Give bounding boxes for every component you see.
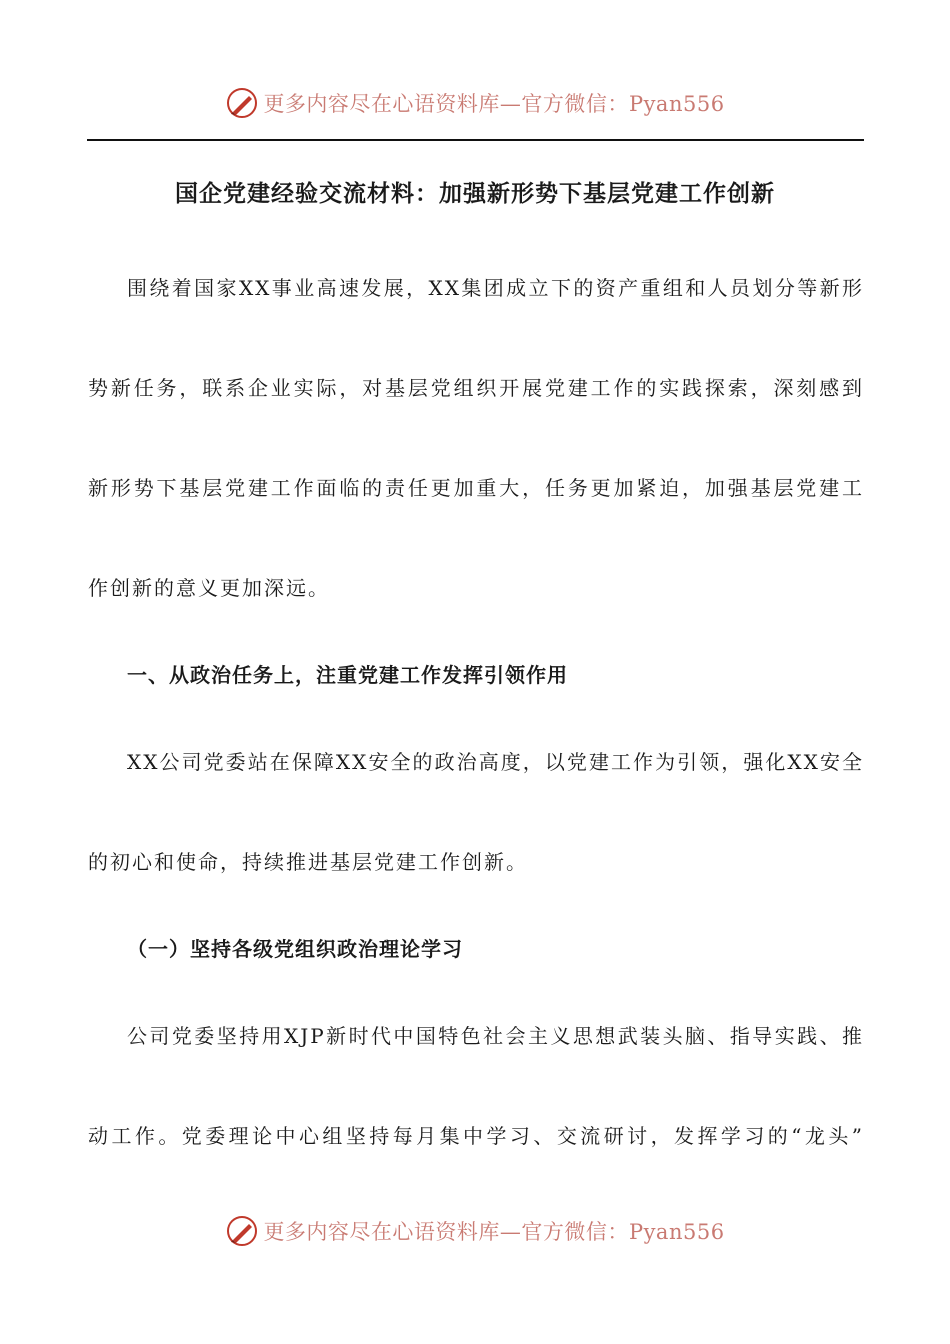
paragraph-line: XX公司党委站在保障XX安全的政治高度，以党建工作为引领，强化XX安全	[127, 750, 864, 774]
paragraph-line: 动工作。党委理论中心组坚持每月集中学习、交流研讨，发挥学习的“龙头”	[88, 1124, 864, 1148]
pen-logo-icon	[225, 86, 259, 120]
paragraph-line: 公司党委坚持用XJP新时代中国特色社会主义思想武装头脑、指导实践、推	[127, 1024, 864, 1048]
header-banner	[0, 83, 950, 123]
paragraph-line: 新形势下基层党建工作面临的责任更加重大，任务更加紧迫，加强基层党建工	[88, 476, 864, 500]
subsection-heading: （一）坚持各级党组织政治理论学习	[127, 937, 463, 961]
banner-text: 更多内容尽在心语资料库—官方微信：Pyan556	[263, 92, 725, 116]
header-rule	[87, 139, 864, 141]
paragraph-line: 势新任务，联系企业实际，对基层党组织开展党建工作的实践探索，深刻感到	[88, 376, 864, 400]
paragraph-line: 作创新的意义更加深远。	[88, 576, 330, 600]
document-title: 国企党建经验交流材料：加强新形势下基层党建工作创新	[175, 181, 775, 207]
paragraph-line: 围绕着国家XX事业高速发展，XX集团成立下的资产重组和人员划分等新形	[127, 276, 864, 300]
pen-logo-icon	[225, 1214, 259, 1248]
wechat-id: Pyan556	[628, 1220, 725, 1244]
footer-banner	[0, 1211, 950, 1251]
banner-text: 更多内容尽在心语资料库—官方微信：Pyan556	[263, 1220, 725, 1244]
section-heading: 一、从政治任务上，注重党建工作发挥引领作用	[127, 663, 568, 687]
paragraph-line: 的初心和使命，持续推进基层党建工作创新。	[88, 850, 528, 874]
wechat-id: Pyan556	[628, 92, 725, 116]
